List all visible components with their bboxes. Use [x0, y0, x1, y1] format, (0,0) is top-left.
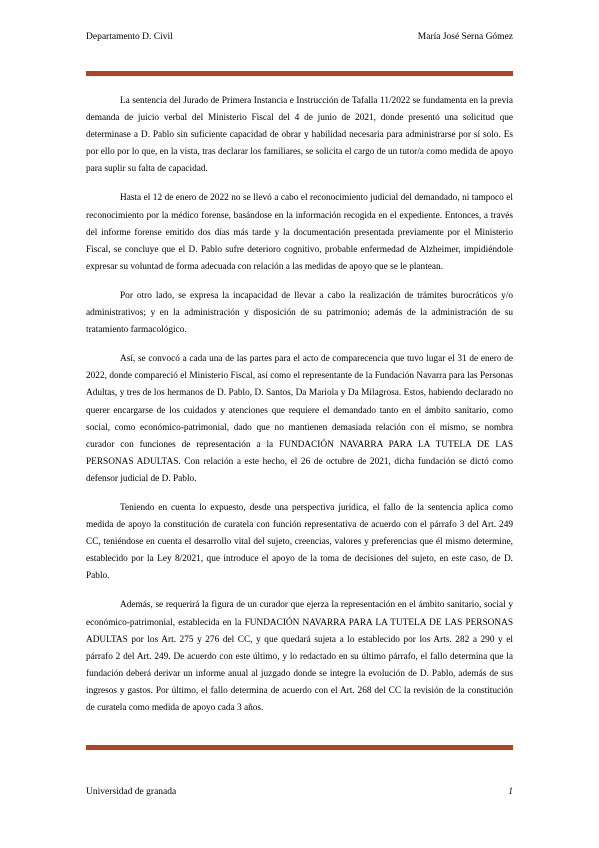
header-author: María José Serna Gómez — [417, 32, 513, 42]
header-divider — [86, 71, 513, 76]
paragraph: Por otro lado, se expresa la incapacidad de llevar a cabo la realización de trámites burocráticos y/o administrativos; y en la administración y disposición de su patrimonio; además de la administración de su tratamiento farmacológico. — [86, 290, 513, 336]
paragraph: Teniendo en cuenta lo expuesto, desde una perspectiva jurídica, el fallo de la sentencia aplica como medida de apoyo la constitución de curatela con función representativa de acuerdo con el párrafo 3 del Art. 249 CC, teniéndose en cuenta el desarrollo vital del sujeto, creencias, valores y preferencias que él mismo determine, establecido por la Ley 8/2021, que introduce el apoyo de la toma de decisiones del sujeto, en este caso, de D. Pablo. — [86, 502, 513, 582]
footer-divider — [86, 745, 513, 750]
paragraph: La sentencia del Jurado de Primera Instancia e Instrucción de Tafalla 11/2022 se fundamenta en la previa demanda de juicio verbal del Ministerio Fiscal del 4 de junio de 2021, donde presentó una solicitud que determinase a D. Pablo sin suficiente capacidad de obrar y habilidad necesaria para administrarse por sí solo. Es por ello por lo que, en la vista, tras declarar los familiares, se solicita el cargo de un tutor/a como medida de apoyo para suplir su falta de capacidad. — [86, 96, 513, 175]
document-body — [86, 93, 513, 729]
footer-university: Universidad de granada — [86, 787, 177, 797]
paragraph: Hasta el 12 de enero de 2022 no se llevó a cabo el reconocimiento judicial del demandado, ni tampoco el reconocimiento por la médico forense, basándose en la información recogida en el expediente. Entonces, a través del informe forense emitido dos días más tarde y la documentación presentada previamente por el Ministerio Fiscal, se concluye que el D. Pablo sufre deterioro cognitivo, probable enfermedad de Alzheimer, impidiéndole expresar su voluntad de forma adecuada con relación a las medidas de apoyo que se le plantean. — [86, 193, 513, 272]
paragraph: Además, se requerirá la figura de un curador que ejerza la representación en el ámbito sanitario, social y económico-patrimonial, establecida en la FUNDACIÓN NAVARRA PARA LA TUTELA DE LAS PERSONAS ADULTAS por los Art. 275 y 276 del CC, y que quedará sujeta a lo establecido por los Arts. 282 a 290 y el párrafo 2 del Art. 249. De acuerdo con este último, y lo redactado en su último párrafo, el fallo determina que la fundación deberá derivar un informe anual al juzgado donde se integre la evolución de D. Pablo, además de sus ingresos y gastos. Por último, el fallo determina de acuerdo con el Art. 268 del CC la revisión de la constitución de curatela como medida de apoyo cada 3 años. — [86, 600, 513, 713]
page-header — [86, 32, 513, 48]
paragraph: Así, se convocó a cada una de las partes para el acto de comparecencia que tuvo lugar el 31 de enero de 2022, donde compareció el Ministerio Fiscal, así como el representante de la Fundación Navarra para las Personas Adultas, y tres de los hermanos de D. Pablo, D. Santos, Da Mariola y Da Milagrosa. Estos, habiendo declarado no querer encargarse de los cuidados y atenciones que requiere el demandado tanto en el ámbito sanitario, como social, como económico-patrimonial, dado que no mantienen demasiada relación con el mismo, se nombra curador con funciones de representación a la FUNDACIÓN NAVARRA PARA LA TUTELA DE LAS PERSONAS ADULTAS. Con relación a este hecho, el 26 de octubre de 2021, dicha fundación se dictó como defensor judicial de D. Pablo. — [86, 354, 513, 484]
header-department: Departamento D. Civil — [86, 32, 173, 42]
page-number: 1 — [508, 787, 513, 797]
